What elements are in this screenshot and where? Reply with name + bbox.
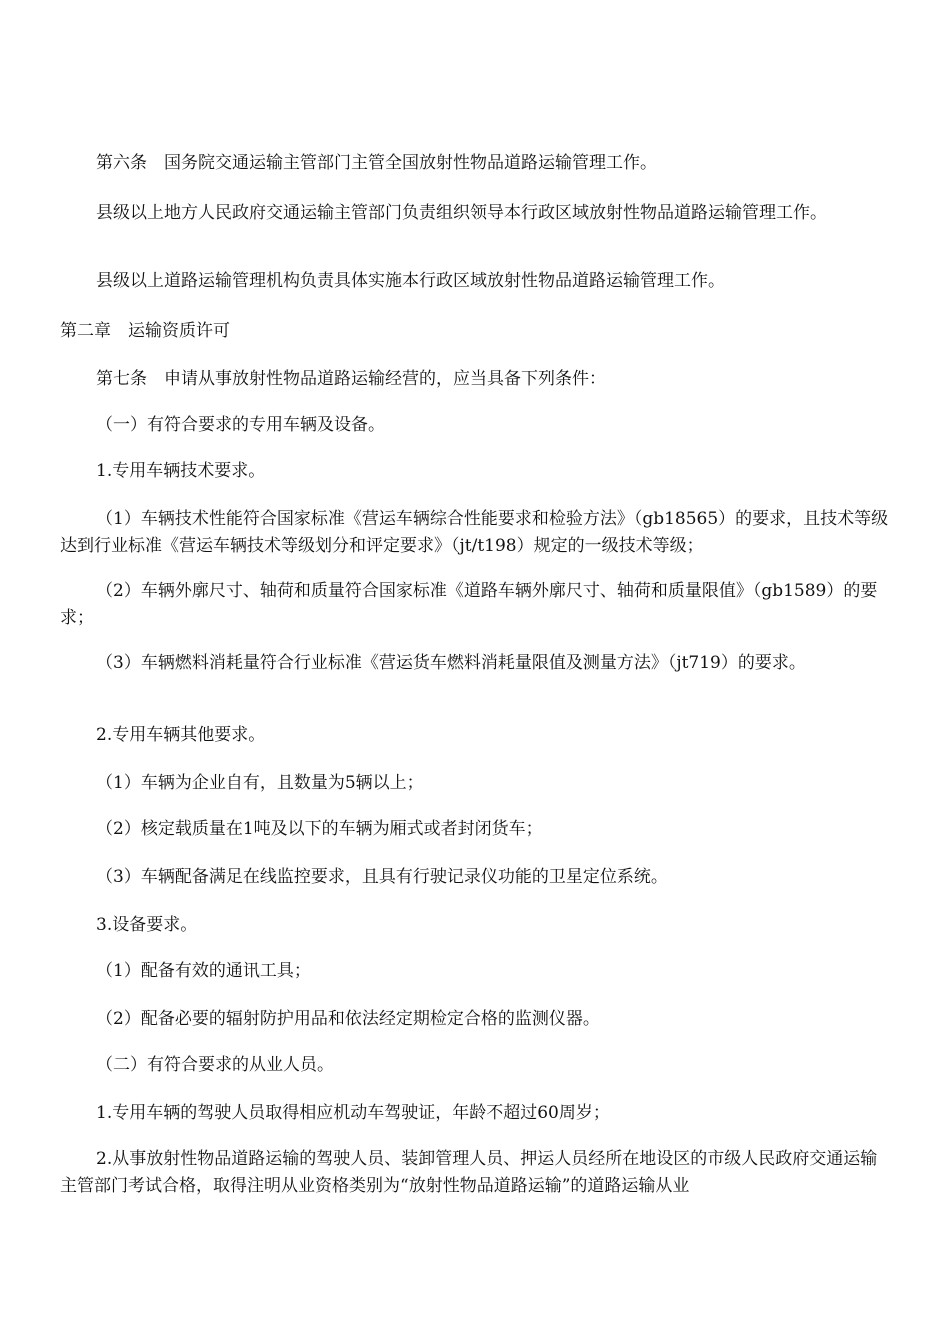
- paragraph-vehicle-tech-3: （3）车辆燃料消耗量符合行业标准《营运货车燃料消耗量限值及测量方法》（jt719）的要求。: [96, 653, 806, 673]
- paragraph-county-departments: 县级以上地方人民政府交通运输主管部门负责组织领导本行政区域放射性物品道路运输管理工作。: [96, 203, 827, 223]
- paragraph-vehicle-other: 2.专用车辆其他要求。: [96, 725, 266, 745]
- paragraph-vehicle-tech: 1.专用车辆技术要求。: [96, 461, 266, 481]
- chapter-heading: 第二章 运输资质许可: [60, 321, 230, 341]
- paragraph-article-7: 第七条 申请从事放射性物品道路运输经营的，应当具备下列条件：: [96, 369, 606, 389]
- paragraph-equipment-1: （1）配备有效的通讯工具；: [96, 961, 311, 981]
- paragraph-vehicle-other-3: （3）车辆配备满足在线监控要求，且具有行驶记录仪功能的卫星定位系统。: [96, 867, 668, 887]
- paragraph-item-2: （二）有符合要求的从业人员。: [96, 1055, 334, 1075]
- paragraph-equipment: 3.设备要求。: [96, 915, 198, 935]
- paragraph-vehicle-other-1: （1）车辆为企业自有，且数量为5辆以上；: [96, 773, 424, 793]
- paragraph-article-6: 第六条 国务院交通运输主管部门主管全国放射性物品道路运输管理工作。: [96, 153, 657, 173]
- paragraph-staff-2: 2.从事放射性物品道路运输的驾驶人员、装卸管理人员、押运人员经所在地设区的市级人民政府交通运输主管部门考试合格，取得注明从业资格类别为“放射性物品道路运输”的道路运输从业: [60, 1149, 878, 1196]
- paragraph-staff-1: 1.专用车辆的驾驶人员取得相应机动车驾驶证，年龄不超过60周岁；: [96, 1103, 610, 1123]
- paragraph-equipment-2: （2）配备必要的辐射防护用品和依法经定期检定合格的监测仪器。: [96, 1009, 600, 1029]
- paragraph-vehicle-tech-2: （2）车辆外廓尺寸、轴荷和质量符合国家标准《道路车辆外廓尺寸、轴荷和质量限值》（gb1589）的要求；: [60, 581, 878, 628]
- paragraph-item-1: （一）有符合要求的专用车辆及设备。: [96, 415, 385, 435]
- paragraph-county-agencies: 县级以上道路运输管理机构负责具体实施本行政区域放射性物品道路运输管理工作。: [96, 271, 725, 291]
- paragraph-vehicle-tech-1: （1）车辆技术性能符合国家标准《营运车辆综合性能要求和检验方法》（gb18565）的要求，且技术等级达到行业标准《营运车辆技术等级划分和评定要求》（jt/t198）规定的一级技术等级；: [60, 509, 889, 556]
- paragraph-vehicle-other-2: （2）核定载质量在1吨及以下的车辆为厢式或者封闭货车；: [96, 819, 543, 839]
